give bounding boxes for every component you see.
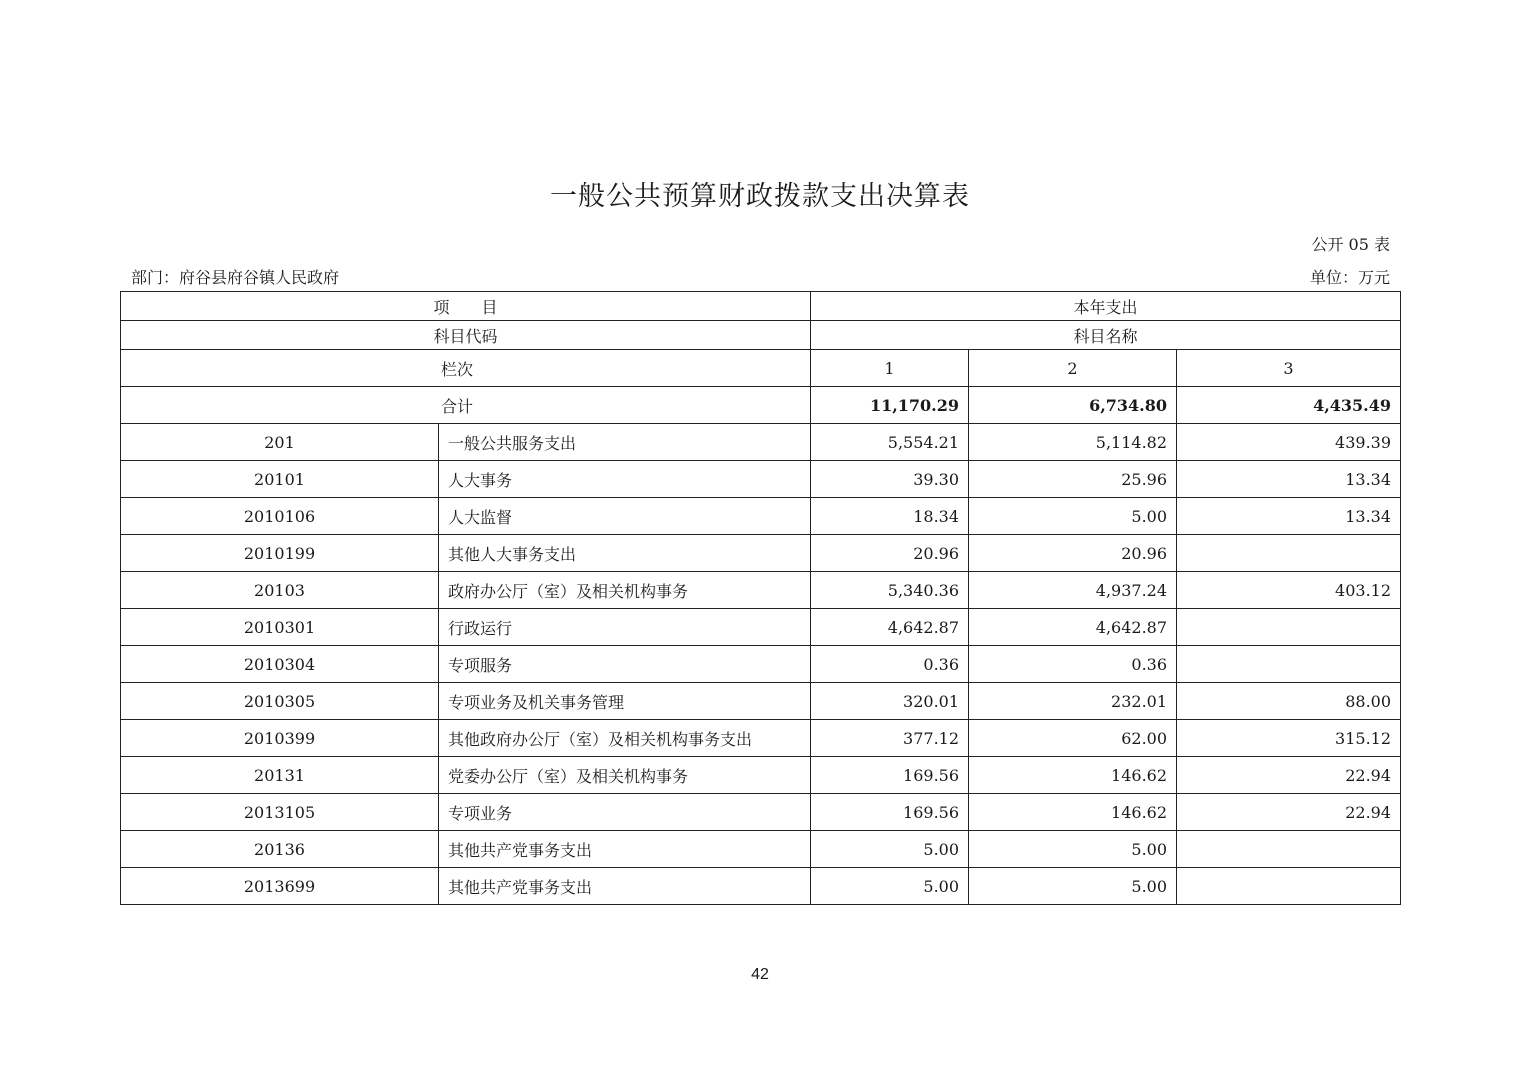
value-1-cell: 20.96	[811, 535, 969, 572]
account-code-cell: 2010304	[121, 646, 439, 683]
value-3-cell: 88.00	[1177, 683, 1401, 720]
value-2-cell: 4,642.87	[969, 609, 1177, 646]
total-value-2: 6,734.80	[969, 387, 1177, 424]
account-code-cell: 2010301	[121, 609, 439, 646]
header-col-1: 1	[811, 350, 969, 387]
value-2-cell: 62.00	[969, 720, 1177, 757]
value-1-cell: 5,554.21	[811, 424, 969, 461]
account-name-cell: 政府办公厅（室）及相关机构事务	[439, 572, 811, 609]
account-code-cell: 20136	[121, 831, 439, 868]
account-code-cell: 2013105	[121, 794, 439, 831]
value-1-cell: 5.00	[811, 868, 969, 905]
header-name: 科目名称	[811, 321, 1401, 350]
account-name-cell: 其他人大事务支出	[439, 535, 811, 572]
account-code-cell: 20101	[121, 461, 439, 498]
account-name-cell: 其他共产党事务支出	[439, 831, 811, 868]
document-title: 一般公共预算财政拨款支出决算表	[550, 181, 970, 212]
table-row	[121, 683, 1401, 720]
header-col-3: 3	[1177, 350, 1401, 387]
header-row-code	[121, 321, 1401, 350]
value-1-cell: 18.34	[811, 498, 969, 535]
value-1-cell: 0.36	[811, 646, 969, 683]
table-row	[121, 646, 1401, 683]
account-name-cell: 人大事务	[439, 461, 811, 498]
value-1-cell: 169.56	[811, 757, 969, 794]
table-row	[121, 572, 1401, 609]
value-3-cell: 439.39	[1177, 424, 1401, 461]
account-code-cell: 2013699	[121, 868, 439, 905]
account-name-cell: 其他共产党事务支出	[439, 868, 811, 905]
value-3-cell	[1177, 868, 1401, 905]
table-row	[121, 461, 1401, 498]
value-3-cell: 13.34	[1177, 461, 1401, 498]
account-code-cell: 20103	[121, 572, 439, 609]
table-row	[121, 757, 1401, 794]
value-2-cell: 5.00	[969, 498, 1177, 535]
header-col-2: 2	[969, 350, 1177, 387]
value-2-cell: 5.00	[969, 831, 1177, 868]
account-name-cell: 人大监督	[439, 498, 811, 535]
value-2-cell: 4,937.24	[969, 572, 1177, 609]
account-name-cell: 党委办公厅（室）及相关机构事务	[439, 757, 811, 794]
expenditure-table	[120, 291, 1401, 905]
table-row	[121, 831, 1401, 868]
value-3-cell	[1177, 831, 1401, 868]
account-code-cell: 2010199	[121, 535, 439, 572]
value-1-cell: 5,340.36	[811, 572, 969, 609]
total-value-1: 11,170.29	[811, 387, 969, 424]
account-code-cell: 2010305	[121, 683, 439, 720]
value-2-cell: 20.96	[969, 535, 1177, 572]
header-current-year: 本年支出	[811, 292, 1401, 321]
account-code-cell: 201	[121, 424, 439, 461]
header-row-item	[121, 292, 1401, 321]
value-2-cell: 232.01	[969, 683, 1177, 720]
value-1-cell: 39.30	[811, 461, 969, 498]
value-3-cell	[1177, 646, 1401, 683]
value-2-cell: 0.36	[969, 646, 1177, 683]
unit-label: 单位：万元	[1309, 268, 1390, 287]
value-1-cell: 169.56	[811, 794, 969, 831]
value-1-cell: 4,642.87	[811, 609, 969, 646]
table-row	[121, 720, 1401, 757]
value-3-cell: 315.12	[1177, 720, 1401, 757]
value-2-cell: 5.00	[969, 868, 1177, 905]
account-name-cell: 其他政府办公厅（室）及相关机构事务支出	[439, 720, 811, 757]
value-2-cell: 146.62	[969, 794, 1177, 831]
value-2-cell: 25.96	[969, 461, 1177, 498]
header-code: 科目代码	[121, 321, 811, 350]
value-3-cell: 403.12	[1177, 572, 1401, 609]
account-name-cell: 行政运行	[439, 609, 811, 646]
value-3-cell: 22.94	[1177, 757, 1401, 794]
department-label: 部门：府谷县府谷镇人民政府	[131, 268, 340, 287]
value-1-cell: 377.12	[811, 720, 969, 757]
header-row-columns	[121, 350, 1401, 387]
account-name-cell: 一般公共服务支出	[439, 424, 811, 461]
account-code-cell: 2010106	[121, 498, 439, 535]
table-row	[121, 498, 1401, 535]
table-row	[121, 535, 1401, 572]
header-item: 项 目	[121, 292, 811, 321]
account-code-cell: 20131	[121, 757, 439, 794]
account-name-cell: 专项业务	[439, 794, 811, 831]
account-code-cell: 2010399	[121, 720, 439, 757]
table-row	[121, 794, 1401, 831]
total-value-3: 4,435.49	[1177, 387, 1401, 424]
total-row	[121, 387, 1401, 424]
value-3-cell	[1177, 535, 1401, 572]
total-label: 合计	[121, 387, 811, 424]
value-3-cell: 13.34	[1177, 498, 1401, 535]
value-1-cell: 320.01	[811, 683, 969, 720]
value-2-cell: 146.62	[969, 757, 1177, 794]
table-row	[121, 868, 1401, 905]
value-3-cell	[1177, 609, 1401, 646]
value-1-cell: 5.00	[811, 831, 969, 868]
page-number: 42	[751, 966, 769, 983]
form-number: 公开 05 表	[1311, 235, 1390, 254]
table-row	[121, 609, 1401, 646]
value-2-cell: 5,114.82	[969, 424, 1177, 461]
table-row	[121, 424, 1401, 461]
account-name-cell: 专项业务及机关事务管理	[439, 683, 811, 720]
header-column-index: 栏次	[121, 350, 811, 387]
value-3-cell: 22.94	[1177, 794, 1401, 831]
account-name-cell: 专项服务	[439, 646, 811, 683]
